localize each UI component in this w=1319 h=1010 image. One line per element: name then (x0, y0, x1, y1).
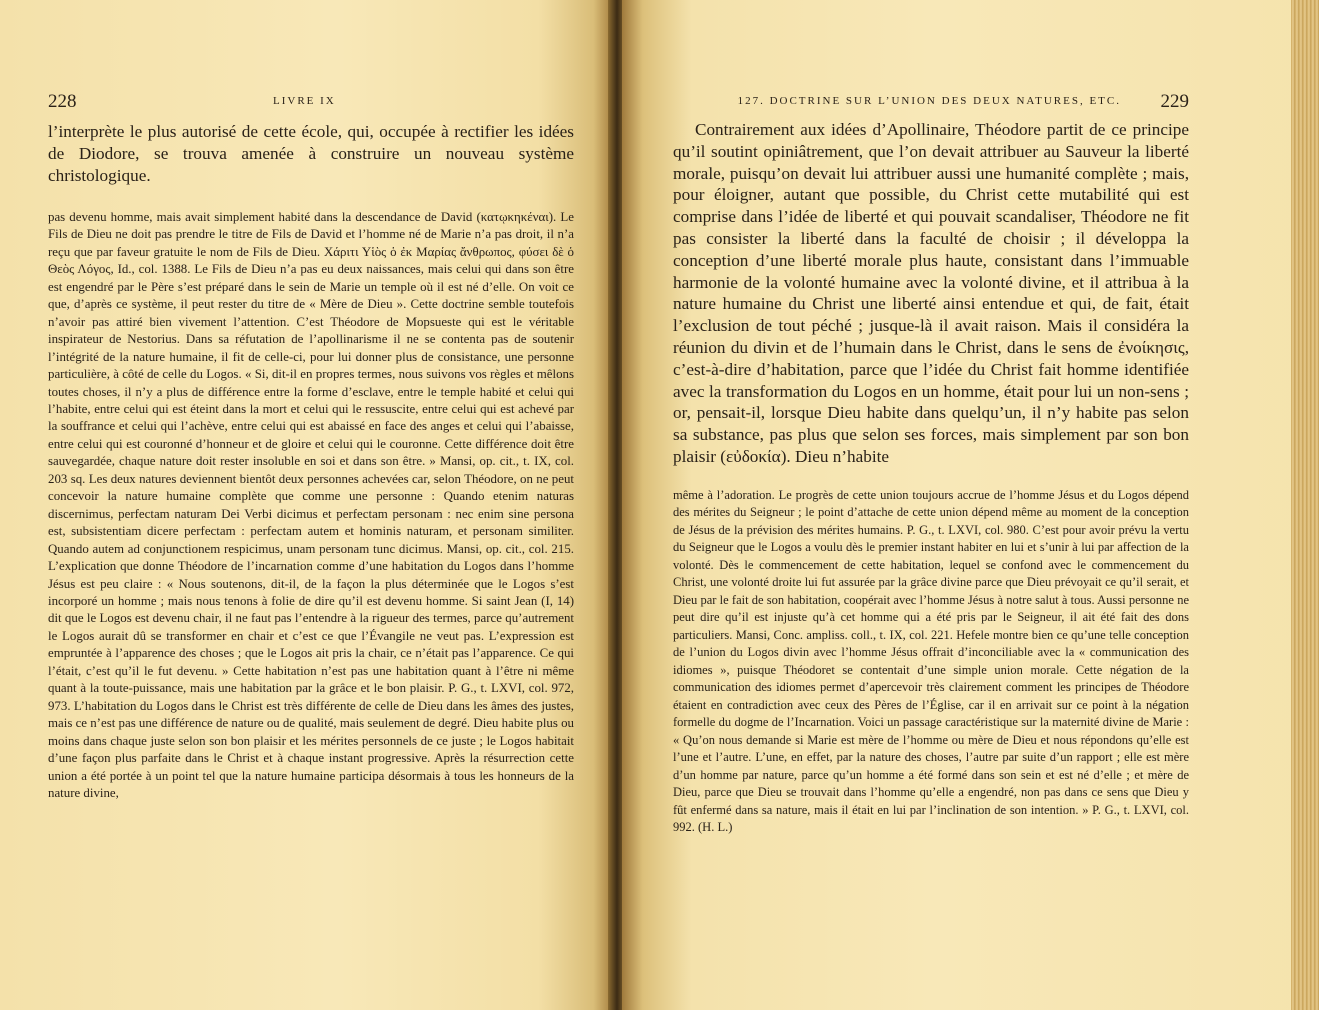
right-page-header (673, 91, 1189, 117)
right-running-title: 127. DOCTRINE SUR L’UNION DES DEUX NATURES, ETC. (737, 95, 1121, 107)
right-footnote (673, 487, 1189, 837)
left-page-number: 228 (48, 91, 77, 112)
left-main-paragraph: l’interprète le plus autorisé de cette école, qui, occupée à rectifier les idées de Diodore, se trouva amenée à construire un nouveau système christologique. (48, 122, 574, 185)
left-footnote-paragraph: pas devenu homme, mais avait simplement habité dans la descendance de David (κατῳκηκέναι). Le Fils de Dieu ne doit pas prendre le titre de Fils de David et l’homme né de Marie n’a pas droit, il n’a reçu que par faveur gratuite le nom de Fils de Dieu. Χάριτι Υἱὸς ὁ ἐκ Μαρίας ἄνθρωπος, φύσει δὲ ὁ Θεὸς Λόγος, Id., col. 1388. Le Fils de Dieu n’a pas eu deux naissances, mais celui qui dans son être est engendré par le Père s’est préparé dans le sein de Marie un temple où il est né d’elle. On voit ce que, d’après ce système, il peut rester du titre de « Mère de Dieu ». Cette doctrine semble toutefois n’avoir pas attiré bien vivement l’attention. C’est Théodore de Mopsueste qui est le véritable inspirateur de Nestorius. Dans sa réfutation de l’apollinarisme il ne se contenta pas de soutenir l’intégrité de la nature humaine, il fit de celle-ci, pour lui donner plus de consistance, une personne particulière, à côté de celle du Logos. « Si, dit-il en propres termes, nous suivons vos règles et mêlons toutes choses, il n’y a plus de différence entre la forme d’esclave, entre le temple habité et celui qui l’habite, entre celui qui est éteint dans la mort et celui qui le ressuscite, entre celui qui est achevé par la souffrance et celui qui l’achève, entre celui qui est abaissé en face des anges et celui qui l’abaisse, entre celui qui est couronné d’honneur et de gloire et celui qui le couronne. Cette différence doit être sauvegardée, chaque nature doit rester insoluble en soi et dans son être. » Mansi, op. cit., t. IX, col. 203 sq. Les deux natures deviennent bientôt deux personnes achevées car, selon Théodore, on ne peut concevoir la nature humaine complète que comme une personne : Quando etenim naturas discernimus, perfectam naturam Dei Verbi dicimus et perfectam personam : nec enim sine persona est, subsistentiam dicere perfectam : perfectam autem et hominis naturam, et personam similiter. Quando autem ad conjunctionem respicimus, unam personam tunc dicimus. Mansi, op. cit., col. 215. L’explication que donne Théodore de l’incarnation comme d’une habitation du Logos dans l’homme Jésus est peu claire : « Nous soutenons, dit-il, de la façon la plus déterminée que le Logos s’est incorporé un homme ; mais nous tenons à folie de dire qu’il est devenu homme. Si saint Jean (I, 14) dit que le Logos est devenu chair, il ne faut pas l’entendre à la rigueur des termes, parce qu’autrement le Logos aurait dû se transformer en chair et c’est ce que l’Évangile ne veut pas. L’expression est empruntée à l’apparence des choses ; que le Logos ait pris la chair, ce n’était pas l’apparence. Ce qui l’était, c’est qu’il le fut devenu. » Cette habitation n’est pas une habitation quant à l’être ni même quant à la toute-puissance, mais une habitation par la grâce et le bon plaisir. P. G., t. LXVI, col. 972, 973. L’habitation du Logos dans le Christ est très différente de celle de Dieu dans les âmes des justes, mais ce n’est pas une différence de nature ou de qualité, mais seulement de degré. Dieu habite plus ou moins dans chaque juste selon son bon plaisir et les mérites personnels de ce juste ; le Logos habitait d’une façon plus parfaite dans le Christ et à chaque instant progressive. Après la résurrection cette union a été portée à un point tel que la nature humaine participa désormais à tous les honneurs de la nature divine, (48, 210, 574, 800)
right-page-number: 229 (1160, 91, 1189, 112)
left-footnote (48, 209, 574, 802)
right-main-text (673, 119, 1189, 468)
page-edges (1291, 0, 1319, 1010)
left-page-header (48, 91, 574, 117)
right-main-paragraph: Contrairement aux idées d’Apollinaire, Théodore partit de ce principe qu’il soutint opiniâtrement, que l’on devait attribuer au Sauveur la liberté morale, puisqu’on devait lui attribuer aussi une humanité complète ; mais, pour éloigner, autant que possible, du Christ cette mutabilité qui est comprise dans l’idée de liberté et qui pouvait scandaliser, Théodore ne fit pas consister la liberté dans la faculté de choisir ; il développa la conception d’une liberté morale plus haute, consistant dans l’immuable harmonie de la volonté humaine avec la volonté divine, et il attribua à la nature humaine du Christ une liberté ainsi entendue et qui, de fait, était l’exclusion de tout péché ; jusque-là il avait raison. Mais il considéra la réunion du divin et de l’humain dans le Christ, dans le sens de ἐνοίκησις, c’est-à-dire d’habitation, parce que l’idée du Christ fait homme identifiée avec la transformation du Logos en un homme, était pour lui un non-sens ; or, pensait-il, lorsque Dieu habite dans quelqu’un, il n’y habite pas selon sa substance, pas plus que selon ses forces, mais simplement par son bon plaisir (εὐδοκία). Dieu n’habite (673, 120, 1189, 466)
left-main-text (48, 121, 574, 187)
left-page (0, 0, 612, 1010)
right-footnote-paragraph: même à l’adoration. Le progrès de cette union toujours accrue de l’homme Jésus et du Logos dépend des mérites du Seigneur ; le point d’attache de cette union dépend même au moment de la conception de Jésus de la prévision des mérites humains. P. G., t. LXVI, col. 980. C’est pour avoir prévu la vertu du Seigneur que le Logos a voulu dès le premier instant habiter en lui et s’unir à lui par affection de la volonté. Dès le commencement de cette habitation, lequel se confond avec le commencement du Christ, une volonté droite lui fut assurée par la grâce divine parce que Dieu prévoyait ce qu’il serait, et Dieu par le fait de son habitation, coopérait avec l’homme Jésus à notre salut à tous. Aussi personne ne peut dire qu’il est injuste qu’à cet homme qui a été pris par le Seigneur, il ait été fait des dons particuliers. Mansi, Conc. ampliss. coll., t. IX, col. 221. Hefele montre bien ce qu’une telle conception de l’union du Logos divin avec l’homme Jésus offrait d’inconciliable avec la « communication des idiomes », puisque Théodoret se contentait d’une simple union morale. Cette négation de la communication des idiomes permet d’apercevoir très clairement comment les principes de Théodore étaient en contradiction avec ceux des Pères de l’Église, car il en arrivait sur ce point à la négation formelle du dogme de l’Incarnation. Voici un passage caractéristique sur la maternité divine de Marie : « Qu’on nous demande si Marie est mère de l’homme ou mère de Dieu et nous répondons qu’elle est l’une et l’autre. L’une, en effet, par la nature des choses, l’autre par suite d’un rapport ; elle est mère d’un homme par nature, parce qu’un homme a été formé dans son sein et est né d’elle ; et mère de Dieu, parce que Dieu se trouvait dans l’homme qu’elle a engendré, non pas dans ce sens que Dieu y fût enfermé dans sa nature, mais il était en lui par l’inclination de son intention. » P. G., t. LXVI, col. 992. (H. L.) (673, 487, 1189, 835)
right-page (622, 0, 1319, 1010)
left-running-title: LIVRE IX (273, 95, 336, 107)
